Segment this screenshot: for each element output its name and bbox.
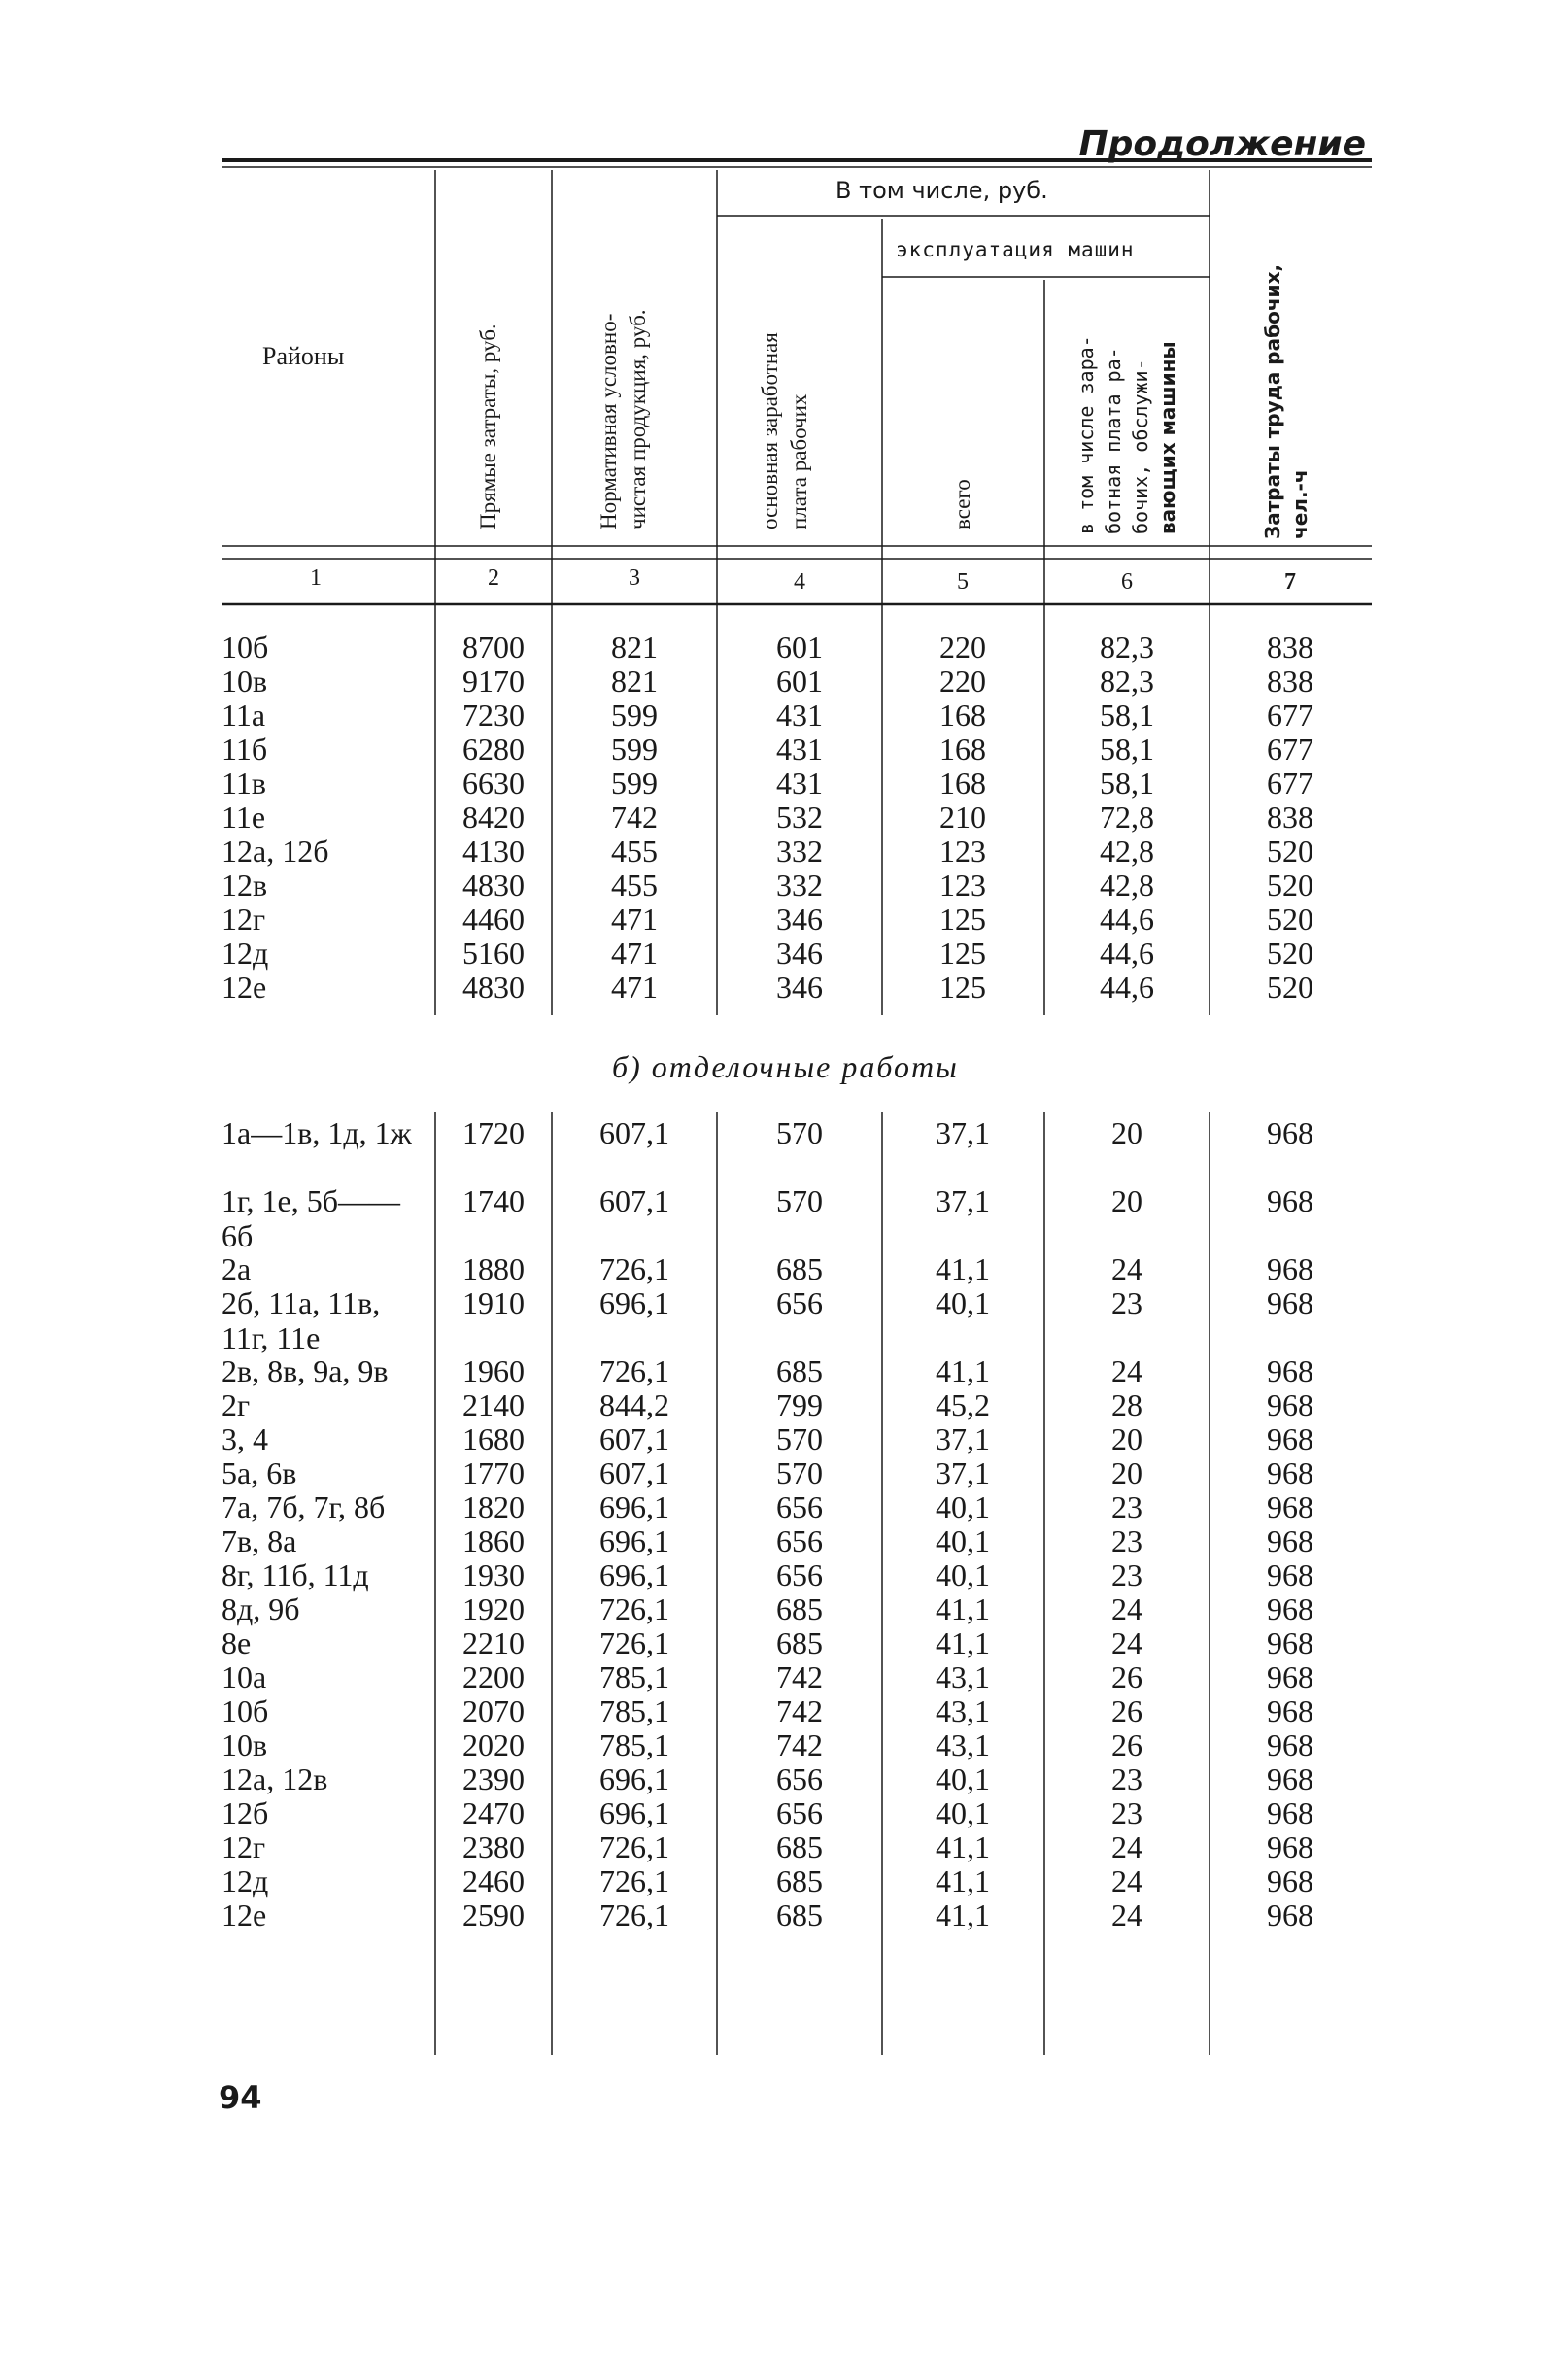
header-including-rub: В том числе, руб. (835, 177, 1048, 204)
row-region: 5а, 6в (222, 1455, 297, 1490)
row-cell-col-4: 570 (776, 1115, 823, 1150)
row-cell-col-4: 685 (776, 1863, 823, 1898)
row-cell-col-3: 821 (611, 630, 658, 665)
row-cell-col-4: 656 (776, 1489, 823, 1524)
row-cell-col-7: 968 (1267, 1897, 1313, 1932)
row-cell-col-7: 968 (1267, 1863, 1313, 1898)
row-cell-col-3: 696,1 (599, 1795, 669, 1830)
row-cell-col-4: 656 (776, 1557, 823, 1592)
header-base-wage-line-2: плата рабочих (787, 393, 811, 529)
row-region: 12д (222, 936, 269, 971)
row-cell-col-4: 685 (776, 1625, 823, 1660)
row-cell-col-6: 44,6 (1100, 970, 1154, 1005)
row-cell-col-5: 40,1 (936, 1285, 990, 1320)
row-cell-col-6: 23 (1111, 1557, 1142, 1592)
header-normative-line-1: Нормативная условно- (597, 313, 621, 529)
header-labor-costs-line-2: чел.-ч (1288, 469, 1312, 539)
row-cell-col-4: 431 (776, 732, 823, 767)
row-cell-col-6: 82,3 (1100, 630, 1154, 665)
row-cell-col-2: 1740 (462, 1183, 525, 1218)
section-b-title: б) отделочные работы (612, 1049, 959, 1084)
row-cell-col-4: 685 (776, 1353, 823, 1388)
row-cell-col-5: 41,1 (936, 1353, 990, 1388)
row-cell-col-6: 23 (1111, 1795, 1142, 1830)
row-cell-col-5: 168 (939, 766, 986, 801)
row-cell-col-2: 1910 (462, 1285, 525, 1320)
row-cell-col-6: 23 (1111, 1285, 1142, 1320)
column-number-3: 3 (629, 565, 640, 591)
row-cell-col-5: 41,1 (936, 1625, 990, 1660)
row-cell-col-2: 7230 (462, 698, 525, 733)
row-cell-col-2: 8700 (462, 630, 525, 665)
row-cell-col-3: 821 (611, 664, 658, 699)
row-cell-col-2: 1930 (462, 1557, 525, 1592)
row-cell-col-3: 726,1 (599, 1591, 669, 1626)
row-cell-col-7: 968 (1267, 1183, 1313, 1218)
row-cell-col-7: 520 (1267, 902, 1313, 937)
row-cell-col-4: 685 (776, 1897, 823, 1932)
row-cell-col-3: 607,1 (599, 1455, 669, 1490)
row-cell-col-4: 656 (776, 1795, 823, 1830)
row-region: 12б (222, 1795, 269, 1830)
row-cell-col-5: 37,1 (936, 1183, 990, 1218)
row-cell-col-7: 838 (1267, 630, 1313, 665)
row-cell-col-3: 599 (611, 698, 658, 733)
row-cell-col-6: 58,1 (1100, 766, 1154, 801)
row-cell-col-7: 968 (1267, 1761, 1313, 1796)
row-region: 10в (222, 664, 268, 699)
row-cell-col-5: 125 (939, 902, 986, 937)
row-cell-col-4: 332 (776, 834, 823, 869)
row-cell-col-2: 4830 (462, 868, 525, 903)
row-cell-col-4: 601 (776, 664, 823, 699)
header-regions: Районы (262, 342, 345, 370)
row-cell-col-6: 23 (1111, 1761, 1142, 1796)
row-cell-col-7: 968 (1267, 1489, 1313, 1524)
row-cell-col-3: 607,1 (599, 1421, 669, 1456)
header-machine-wage-line-3: бочих, обслужи- (1129, 359, 1152, 534)
row-cell-col-6: 42,8 (1100, 868, 1154, 903)
row-cell-col-6: 26 (1111, 1727, 1142, 1762)
row-cell-col-4: 346 (776, 902, 823, 937)
row-cell-col-3: 785,1 (599, 1693, 669, 1728)
header-machine-operation: эксплуатация машин (896, 238, 1135, 261)
row-cell-col-2: 2390 (462, 1761, 525, 1796)
row-cell-col-4: 685 (776, 1829, 823, 1864)
row-cell-col-7: 968 (1267, 1285, 1313, 1320)
row-cell-col-5: 41,1 (936, 1863, 990, 1898)
row-cell-col-6: 28 (1111, 1387, 1142, 1422)
row-cell-col-5: 168 (939, 732, 986, 767)
row-cell-col-4: 685 (776, 1591, 823, 1626)
row-cell-col-5: 37,1 (936, 1455, 990, 1490)
row-cell-col-5: 40,1 (936, 1489, 990, 1524)
row-region: 1г, 1е, 5б——6б (222, 1183, 400, 1253)
row-cell-col-2: 9170 (462, 664, 525, 699)
row-region: 7в, 8а (222, 1523, 297, 1558)
row-cell-col-4: 656 (776, 1761, 823, 1796)
row-region: 10б (222, 630, 269, 665)
row-cell-col-2: 2470 (462, 1795, 525, 1830)
row-cell-col-7: 968 (1267, 1693, 1313, 1728)
row-cell-col-3: 696,1 (599, 1285, 669, 1320)
row-cell-col-5: 40,1 (936, 1523, 990, 1558)
row-cell-col-2: 1770 (462, 1455, 525, 1490)
column-number-1: 1 (310, 565, 322, 591)
row-region: 2а (222, 1251, 252, 1286)
row-cell-col-7: 968 (1267, 1659, 1313, 1694)
row-cell-col-3: 455 (611, 834, 658, 869)
row-cell-col-2: 2210 (462, 1625, 525, 1660)
row-cell-col-6: 20 (1111, 1421, 1142, 1456)
row-cell-col-2: 2140 (462, 1387, 525, 1422)
row-cell-col-4: 532 (776, 800, 823, 835)
row-cell-col-2: 1720 (462, 1115, 525, 1150)
row-cell-col-2: 1960 (462, 1353, 525, 1388)
row-cell-col-6: 24 (1111, 1897, 1142, 1932)
header-direct-costs: Прямые затраты, руб. (476, 324, 500, 529)
row-cell-col-7: 520 (1267, 834, 1313, 869)
row-cell-col-6: 44,6 (1100, 902, 1154, 937)
row-cell-col-4: 431 (776, 766, 823, 801)
row-cell-col-2: 2590 (462, 1897, 525, 1932)
header-machine-wage-line-2: ботная плата ра- (1102, 347, 1125, 534)
row-cell-col-2: 1820 (462, 1489, 525, 1524)
row-cell-col-5: 40,1 (936, 1795, 990, 1830)
row-cell-col-2: 1860 (462, 1523, 525, 1558)
row-cell-col-7: 677 (1267, 698, 1313, 733)
row-cell-col-4: 431 (776, 698, 823, 733)
row-cell-col-6: 26 (1111, 1693, 1142, 1728)
row-cell-col-6: 58,1 (1100, 698, 1154, 733)
row-cell-col-5: 220 (939, 630, 986, 665)
row-cell-col-7: 838 (1267, 664, 1313, 699)
row-cell-col-3: 471 (611, 936, 658, 971)
row-cell-col-6: 44,6 (1100, 936, 1154, 971)
row-cell-col-4: 742 (776, 1727, 823, 1762)
column-number-5: 5 (957, 569, 969, 595)
row-cell-col-3: 726,1 (599, 1625, 669, 1660)
column-number-2: 2 (488, 565, 499, 591)
row-region: 12д (222, 1863, 269, 1898)
row-region: 8г, 11б, 11д (222, 1557, 369, 1592)
row-region: 12г (222, 1829, 266, 1864)
row-cell-col-3: 844,2 (599, 1387, 669, 1422)
row-cell-col-7: 677 (1267, 732, 1313, 767)
row-cell-col-3: 696,1 (599, 1761, 669, 1796)
row-cell-col-6: 24 (1111, 1829, 1142, 1864)
row-cell-col-6: 23 (1111, 1523, 1142, 1558)
row-cell-col-2: 2460 (462, 1863, 525, 1898)
row-cell-col-5: 40,1 (936, 1761, 990, 1796)
row-cell-col-5: 125 (939, 970, 986, 1005)
row-cell-col-2: 2020 (462, 1727, 525, 1762)
row-cell-col-2: 2070 (462, 1693, 525, 1728)
row-cell-col-2: 4460 (462, 902, 525, 937)
row-cell-col-2: 4130 (462, 834, 525, 869)
row-cell-col-4: 346 (776, 970, 823, 1005)
row-region: 10б (222, 1693, 269, 1728)
row-region: 2г (222, 1387, 251, 1422)
row-cell-col-3: 599 (611, 732, 658, 767)
row-region: 12а, 12б (222, 834, 329, 869)
row-cell-col-7: 968 (1267, 1455, 1313, 1490)
row-cell-col-2: 2380 (462, 1829, 525, 1864)
row-cell-col-7: 520 (1267, 970, 1313, 1005)
row-cell-col-3: 785,1 (599, 1659, 669, 1694)
row-cell-col-6: 72,8 (1100, 800, 1154, 835)
row-cell-col-4: 656 (776, 1285, 823, 1320)
row-cell-col-3: 455 (611, 868, 658, 903)
row-cell-col-5: 41,1 (936, 1829, 990, 1864)
row-cell-col-3: 599 (611, 766, 658, 801)
row-cell-col-6: 20 (1111, 1115, 1142, 1150)
header-labor-costs-line-1: Затраты труда рабочих, (1261, 263, 1284, 539)
row-cell-col-7: 968 (1267, 1591, 1313, 1626)
row-cell-col-7: 968 (1267, 1421, 1313, 1456)
row-cell-col-2: 6630 (462, 766, 525, 801)
row-cell-col-6: 42,8 (1100, 834, 1154, 869)
row-cell-col-7: 520 (1267, 868, 1313, 903)
header-normative-line-2: чистая продукция, руб. (626, 309, 650, 529)
row-cell-col-3: 607,1 (599, 1115, 669, 1150)
row-region: 3, 4 (222, 1421, 268, 1456)
row-cell-col-5: 210 (939, 800, 986, 835)
row-region: 8е (222, 1625, 252, 1660)
row-cell-col-5: 41,1 (936, 1251, 990, 1286)
row-cell-col-4: 742 (776, 1693, 823, 1728)
column-number-4: 4 (794, 569, 805, 595)
row-cell-col-4: 685 (776, 1251, 823, 1286)
row-cell-col-6: 20 (1111, 1455, 1142, 1490)
row-cell-col-3: 471 (611, 902, 658, 937)
row-region: 10в (222, 1727, 268, 1762)
row-cell-col-2: 1680 (462, 1421, 525, 1456)
row-cell-col-6: 24 (1111, 1251, 1142, 1286)
row-cell-col-2: 6280 (462, 732, 525, 767)
row-cell-col-6: 24 (1111, 1863, 1142, 1898)
row-region: 12в (222, 868, 268, 903)
row-region: 11в (222, 766, 266, 801)
row-cell-col-5: 220 (939, 664, 986, 699)
row-region: 2в, 8в, 9а, 9в (222, 1353, 389, 1388)
row-cell-col-7: 520 (1267, 936, 1313, 971)
row-cell-col-3: 726,1 (599, 1251, 669, 1286)
row-cell-col-6: 24 (1111, 1625, 1142, 1660)
row-cell-col-7: 677 (1267, 766, 1313, 801)
row-cell-col-4: 570 (776, 1421, 823, 1456)
header-machine-wage-line-4: вающих машины (1156, 341, 1179, 534)
row-cell-col-7: 968 (1267, 1557, 1313, 1592)
row-cell-col-6: 24 (1111, 1353, 1142, 1388)
row-cell-col-2: 1880 (462, 1251, 525, 1286)
row-cell-col-5: 45,2 (936, 1387, 990, 1422)
column-number-7: 7 (1284, 569, 1296, 595)
row-cell-col-7: 968 (1267, 1795, 1313, 1830)
row-cell-col-6: 82,3 (1100, 664, 1154, 699)
row-cell-col-7: 968 (1267, 1115, 1313, 1150)
row-cell-col-2: 4830 (462, 970, 525, 1005)
row-cell-col-7: 968 (1267, 1523, 1313, 1558)
row-cell-col-4: 799 (776, 1387, 823, 1422)
row-cell-col-7: 968 (1267, 1625, 1313, 1660)
row-cell-col-5: 123 (939, 834, 986, 869)
row-region: 7а, 7б, 7г, 8б (222, 1489, 386, 1524)
row-region: 2б, 11а, 11в, 11г, 11е (222, 1285, 381, 1355)
row-cell-col-4: 656 (776, 1523, 823, 1558)
row-cell-col-2: 1920 (462, 1591, 525, 1626)
row-region: 10а (222, 1659, 267, 1694)
row-cell-col-3: 696,1 (599, 1523, 669, 1558)
row-region: 11е (222, 800, 266, 835)
row-cell-col-3: 696,1 (599, 1557, 669, 1592)
row-region: 8д, 9б (222, 1591, 300, 1626)
row-cell-col-5: 41,1 (936, 1591, 990, 1626)
row-cell-col-7: 968 (1267, 1829, 1313, 1864)
row-cell-col-3: 726,1 (599, 1897, 669, 1932)
row-cell-col-3: 726,1 (599, 1863, 669, 1898)
row-cell-col-7: 968 (1267, 1251, 1313, 1286)
page-number: 94 (219, 2079, 262, 2116)
header-total: всего (950, 479, 974, 529)
row-cell-col-5: 125 (939, 936, 986, 971)
row-cell-col-4: 570 (776, 1183, 823, 1218)
row-cell-col-6: 24 (1111, 1591, 1142, 1626)
row-cell-col-2: 5160 (462, 936, 525, 971)
row-cell-col-5: 123 (939, 868, 986, 903)
row-cell-col-2: 2200 (462, 1659, 525, 1694)
row-cell-col-4: 332 (776, 868, 823, 903)
row-cell-col-7: 968 (1267, 1353, 1313, 1388)
row-cell-col-5: 40,1 (936, 1557, 990, 1592)
row-cell-col-5: 41,1 (936, 1897, 990, 1932)
row-region: 12а, 12в (222, 1761, 328, 1796)
row-cell-col-3: 785,1 (599, 1727, 669, 1762)
row-cell-col-3: 726,1 (599, 1829, 669, 1864)
row-cell-col-3: 471 (611, 970, 658, 1005)
row-cell-col-7: 838 (1267, 800, 1313, 835)
row-region: 11б (222, 732, 268, 767)
row-region: 12е (222, 1897, 267, 1932)
row-region: 12е (222, 970, 267, 1005)
row-cell-col-7: 968 (1267, 1727, 1313, 1762)
row-cell-col-6: 23 (1111, 1489, 1142, 1524)
row-cell-col-3: 742 (611, 800, 658, 835)
header-machine-wage-line-1: в том числе зара- (1074, 335, 1098, 534)
row-cell-col-3: 607,1 (599, 1183, 669, 1218)
row-cell-col-2: 8420 (462, 800, 525, 835)
row-region: 12г (222, 902, 266, 937)
continuation-title: Продолжение (1078, 124, 1366, 164)
row-cell-col-7: 968 (1267, 1387, 1313, 1422)
row-cell-col-5: 43,1 (936, 1659, 990, 1694)
row-cell-col-5: 168 (939, 698, 986, 733)
row-cell-col-3: 726,1 (599, 1353, 669, 1388)
row-cell-col-5: 37,1 (936, 1115, 990, 1150)
row-cell-col-6: 26 (1111, 1659, 1142, 1694)
row-cell-col-5: 43,1 (936, 1693, 990, 1728)
row-cell-col-4: 742 (776, 1659, 823, 1694)
row-cell-col-4: 346 (776, 936, 823, 971)
row-region: 1а—1в, 1д, 1ж (222, 1115, 412, 1150)
row-cell-col-5: 43,1 (936, 1727, 990, 1762)
row-cell-col-4: 601 (776, 630, 823, 665)
row-region: 11а (222, 698, 266, 733)
row-cell-col-6: 58,1 (1100, 732, 1154, 767)
row-cell-col-3: 696,1 (599, 1489, 669, 1524)
row-cell-col-4: 570 (776, 1455, 823, 1490)
row-cell-col-5: 37,1 (936, 1421, 990, 1456)
column-number-6: 6 (1121, 569, 1133, 595)
row-cell-col-6: 20 (1111, 1183, 1142, 1218)
header-base-wage-line-1: основная заработная (758, 332, 782, 529)
